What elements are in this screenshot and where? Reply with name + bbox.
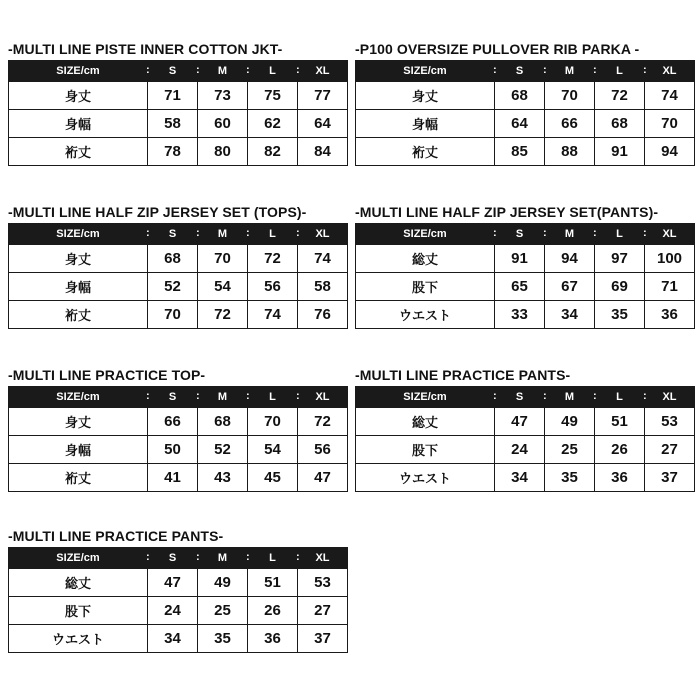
table-row (356, 464, 695, 492)
header-l: : L (248, 548, 298, 569)
table-row (356, 408, 695, 436)
cell-s: 47 (495, 408, 545, 436)
cell-s: 64 (495, 110, 545, 138)
cell-m: 49 (545, 408, 595, 436)
row-label: 身丈 (9, 82, 148, 110)
header-xl: : XL (298, 387, 348, 408)
row-label: 総丈 (9, 569, 148, 597)
header-m: : M (545, 387, 595, 408)
product-title: -MULTI LINE PRACTICE PANTS- (355, 367, 571, 383)
row-label: 裄丈 (9, 301, 148, 329)
row-label: ウエスト (356, 464, 495, 492)
table-row (9, 138, 348, 166)
header-xl: : XL (645, 61, 695, 82)
cell-s: 78 (148, 138, 198, 166)
cell-m: 43 (198, 464, 248, 492)
cell-m: 72 (198, 301, 248, 329)
header-xl: : XL (298, 224, 348, 245)
table-row (356, 82, 695, 110)
size-chart-half-zip-tops (8, 201, 348, 329)
cell-xl: 74 (298, 245, 348, 273)
header-l: : L (248, 387, 298, 408)
header-s: : S (495, 61, 545, 82)
cell-l: 97 (595, 245, 645, 273)
cell-s: 34 (495, 464, 545, 492)
cell-m: 66 (545, 110, 595, 138)
cell-l: 82 (248, 138, 298, 166)
header-m: : M (545, 61, 595, 82)
header-l: : L (595, 387, 645, 408)
cell-s: 41 (148, 464, 198, 492)
header-size-cm: SIZE/cm (9, 387, 148, 408)
cell-s: 50 (148, 436, 198, 464)
cell-l: 51 (248, 569, 298, 597)
cell-xl: 77 (298, 82, 348, 110)
cell-xl: 76 (298, 301, 348, 329)
row-label: 股下 (356, 436, 495, 464)
table-row (9, 82, 348, 110)
cell-m: 34 (545, 301, 595, 329)
header-l: : L (248, 224, 298, 245)
header-row (9, 387, 348, 408)
size-table (355, 223, 695, 329)
table-row (9, 245, 348, 273)
header-size-cm: SIZE/cm (356, 224, 495, 245)
table-row (9, 436, 348, 464)
header-s: : S (148, 387, 198, 408)
cell-xl: 36 (645, 301, 695, 329)
row-label: 身幅 (9, 110, 148, 138)
cell-m: 80 (198, 138, 248, 166)
cell-m: 25 (545, 436, 595, 464)
header-m: : M (198, 224, 248, 245)
size-chart-half-zip-pants (355, 201, 695, 329)
row-label: 身丈 (356, 82, 495, 110)
row-label: 裄丈 (9, 138, 148, 166)
cell-m: 68 (198, 408, 248, 436)
size-table (355, 60, 695, 166)
size-chart-practice-pants (355, 364, 695, 492)
cell-s: 68 (495, 82, 545, 110)
table-row (356, 138, 695, 166)
cell-xl: 53 (645, 408, 695, 436)
cell-s: 58 (148, 110, 198, 138)
cell-l: 36 (595, 464, 645, 492)
cell-m: 54 (198, 273, 248, 301)
row-label: ウエスト (9, 625, 148, 653)
row-label: 総丈 (356, 245, 495, 273)
product-title: -MULTI LINE HALF ZIP JERSEY SET(PANTS)- (355, 204, 659, 220)
cell-xl: 58 (298, 273, 348, 301)
header-row (356, 387, 695, 408)
cell-m: 73 (198, 82, 248, 110)
size-chart-practice-pants-2 (8, 525, 348, 653)
cell-m: 70 (545, 82, 595, 110)
cell-xl: 27 (298, 597, 348, 625)
row-label: 身幅 (9, 436, 148, 464)
header-row (9, 548, 348, 569)
header-s: : S (495, 224, 545, 245)
cell-m: 67 (545, 273, 595, 301)
header-l: : L (595, 61, 645, 82)
cell-m: 35 (198, 625, 248, 653)
cell-l: 62 (248, 110, 298, 138)
cell-s: 24 (148, 597, 198, 625)
row-label: 裄丈 (356, 138, 495, 166)
header-l: : L (595, 224, 645, 245)
cell-s: 47 (148, 569, 198, 597)
header-size-cm: SIZE/cm (356, 387, 495, 408)
header-row (9, 224, 348, 245)
cell-m: 88 (545, 138, 595, 166)
table-row (356, 301, 695, 329)
cell-s: 65 (495, 273, 545, 301)
table-row (9, 625, 348, 653)
size-table (8, 223, 348, 329)
cell-xl: 53 (298, 569, 348, 597)
table-row (9, 569, 348, 597)
cell-xl: 74 (645, 82, 695, 110)
cell-l: 69 (595, 273, 645, 301)
cell-l: 26 (595, 436, 645, 464)
row-label: 身丈 (9, 245, 148, 273)
header-m: : M (198, 387, 248, 408)
header-size-cm: SIZE/cm (9, 61, 148, 82)
cell-l: 72 (595, 82, 645, 110)
size-chart-piste-inner-jkt (8, 38, 348, 166)
table-row (9, 110, 348, 138)
cell-xl: 37 (298, 625, 348, 653)
header-xl: : XL (298, 61, 348, 82)
cell-l: 70 (248, 408, 298, 436)
cell-xl: 64 (298, 110, 348, 138)
header-s: : S (148, 61, 198, 82)
cell-xl: 47 (298, 464, 348, 492)
cell-m: 60 (198, 110, 248, 138)
header-m: : M (545, 224, 595, 245)
product-title: -MULTI LINE HALF ZIP JERSEY SET (TOPS)- (8, 204, 307, 220)
cell-m: 35 (545, 464, 595, 492)
cell-xl: 71 (645, 273, 695, 301)
cell-l: 54 (248, 436, 298, 464)
header-xl: : XL (645, 224, 695, 245)
header-l: : L (248, 61, 298, 82)
cell-m: 52 (198, 436, 248, 464)
header-row (356, 61, 695, 82)
cell-xl: 37 (645, 464, 695, 492)
cell-xl: 72 (298, 408, 348, 436)
product-title: -MULTI LINE PRACTICE TOP- (8, 367, 206, 383)
cell-s: 34 (148, 625, 198, 653)
table-row (356, 273, 695, 301)
cell-l: 68 (595, 110, 645, 138)
header-size-cm: SIZE/cm (9, 548, 148, 569)
cell-s: 68 (148, 245, 198, 273)
table-row (9, 301, 348, 329)
product-title: -MULTI LINE PRACTICE PANTS- (8, 528, 224, 544)
header-xl: : XL (298, 548, 348, 569)
cell-l: 91 (595, 138, 645, 166)
cell-xl: 70 (645, 110, 695, 138)
row-label: 身丈 (9, 408, 148, 436)
cell-s: 91 (495, 245, 545, 273)
cell-m: 49 (198, 569, 248, 597)
row-label: 股下 (9, 597, 148, 625)
table-row (9, 408, 348, 436)
row-label: 身幅 (356, 110, 495, 138)
cell-s: 85 (495, 138, 545, 166)
row-label: 総丈 (356, 408, 495, 436)
header-m: : M (198, 548, 248, 569)
product-title: -P100 OVERSIZE PULLOVER RIB PARKA - (355, 41, 640, 57)
cell-m: 70 (198, 245, 248, 273)
row-label: 裄丈 (9, 464, 148, 492)
cell-l: 26 (248, 597, 298, 625)
row-label: 股下 (356, 273, 495, 301)
cell-s: 33 (495, 301, 545, 329)
header-row (9, 61, 348, 82)
cell-xl: 94 (645, 138, 695, 166)
cell-l: 74 (248, 301, 298, 329)
header-row (356, 224, 695, 245)
cell-xl: 56 (298, 436, 348, 464)
product-title: -MULTI LINE PISTE INNER COTTON JKT- (8, 41, 283, 57)
header-s: : S (148, 548, 198, 569)
cell-l: 35 (595, 301, 645, 329)
cell-s: 52 (148, 273, 198, 301)
header-s: : S (495, 387, 545, 408)
header-s: : S (148, 224, 198, 245)
header-size-cm: SIZE/cm (9, 224, 148, 245)
cell-l: 72 (248, 245, 298, 273)
cell-xl: 27 (645, 436, 695, 464)
size-chart-oversize-parka (355, 38, 695, 166)
size-table (8, 386, 348, 492)
size-table (355, 386, 695, 492)
row-label: 身幅 (9, 273, 148, 301)
cell-m: 94 (545, 245, 595, 273)
size-table (8, 547, 348, 653)
cell-s: 70 (148, 301, 198, 329)
header-xl: : XL (645, 387, 695, 408)
size-table (8, 60, 348, 166)
cell-xl: 100 (645, 245, 695, 273)
cell-l: 75 (248, 82, 298, 110)
table-row (9, 464, 348, 492)
table-row (356, 245, 695, 273)
row-label: ウエスト (356, 301, 495, 329)
cell-s: 71 (148, 82, 198, 110)
cell-s: 66 (148, 408, 198, 436)
cell-l: 45 (248, 464, 298, 492)
size-chart-practice-top (8, 364, 348, 492)
cell-xl: 84 (298, 138, 348, 166)
cell-l: 36 (248, 625, 298, 653)
table-row (356, 110, 695, 138)
table-row (9, 597, 348, 625)
cell-l: 56 (248, 273, 298, 301)
cell-m: 25 (198, 597, 248, 625)
header-size-cm: SIZE/cm (356, 61, 495, 82)
header-m: : M (198, 61, 248, 82)
cell-l: 51 (595, 408, 645, 436)
table-row (356, 436, 695, 464)
cell-s: 24 (495, 436, 545, 464)
table-row (9, 273, 348, 301)
